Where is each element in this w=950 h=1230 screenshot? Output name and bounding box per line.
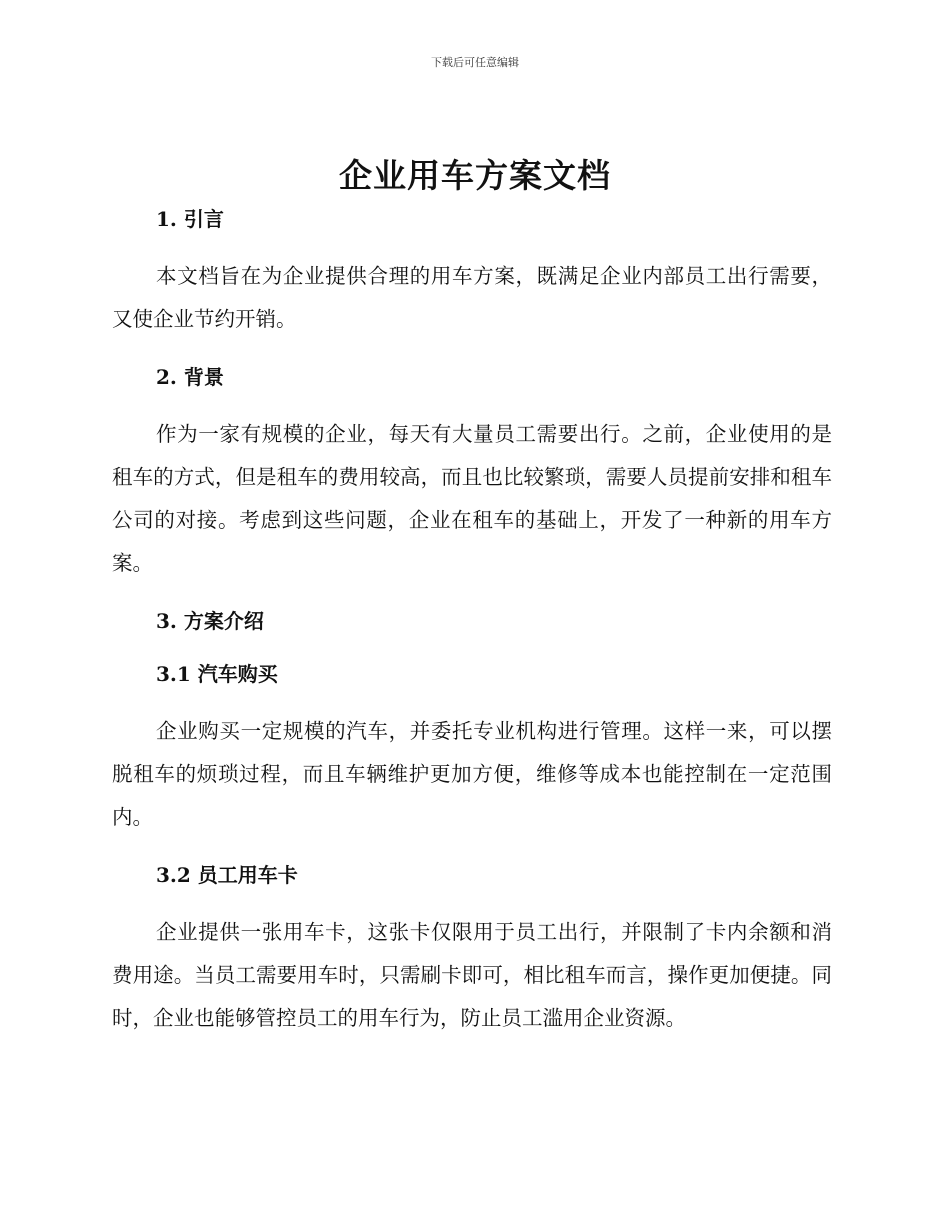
section-background — [112, 360, 832, 604]
section-plan — [112, 604, 832, 657]
document-body — [112, 202, 832, 1040]
section-heading: 1. 引言 — [156, 207, 224, 231]
document-title: 企业用车方案文档 — [339, 156, 611, 195]
section-heading: 3. 方案介绍 — [156, 609, 264, 633]
section-heading: 3.2 员工用车卡 — [156, 863, 298, 887]
section-paragraph: 企业提供一张用车卡，这张卡仅限用于员工出行，并限制了卡内余额和消费用途。当员工需要用车时，只需刷卡即可，相比租车而言，操作更加便捷。同时，企业也能够管控员工的用车行为，防止员工滥用企业资源。 — [112, 920, 832, 1030]
section-heading: 2. 背景 — [156, 365, 224, 389]
section-paragraph: 企业购买一定规模的汽车，并委托专业机构进行管理。这样一来，可以摆脱租车的烦琐过程，而且车辆维护更加方便，维修等成本也能控制在一定范围内。 — [112, 719, 832, 829]
section-paragraph: 本文档旨在为企业提供合理的用车方案，既满足企业内部员工出行需要，又使企业节约开销。 — [112, 264, 832, 331]
header-note: 下载后可任意编辑 — [431, 56, 519, 69]
section-employee-card — [112, 858, 832, 1040]
section-heading: 3.1 汽车购买 — [156, 662, 278, 686]
section-car-purchase — [112, 657, 832, 858]
section-paragraph: 作为一家有规模的企业，每天有大量员工需要出行。之前，企业使用的是租车的方式，但是租车的费用较高，而且也比较繁琐，需要人员提前安排和租车公司的对接。考虑到这些问题，企业在租车的基础上，开发了一种新的用车方案。 — [112, 422, 832, 575]
section-intro — [112, 202, 832, 360]
